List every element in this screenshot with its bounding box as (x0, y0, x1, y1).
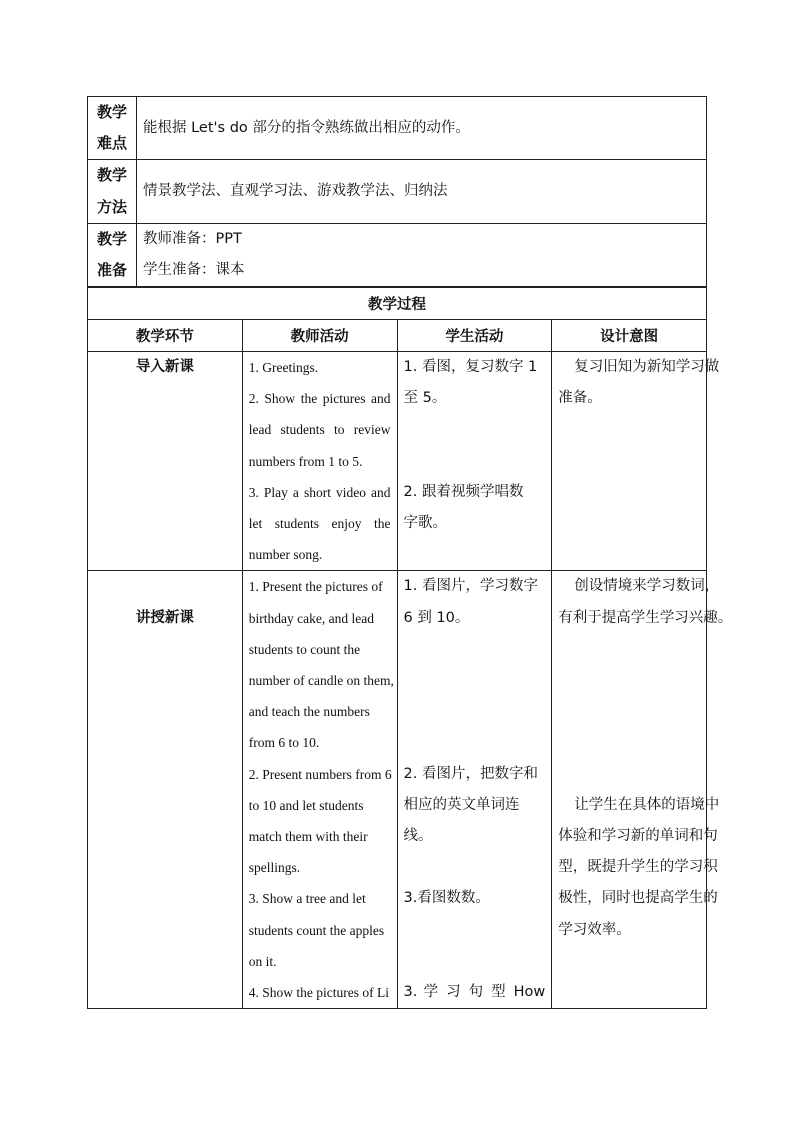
info-row-preparation (88, 223, 707, 286)
stage-row-teaching (88, 571, 707, 1009)
stage-name: 导入新课 (88, 352, 243, 571)
info-value: 教师准备：PPT 学生准备：课本 (137, 223, 707, 286)
teaching-process-table (87, 287, 733, 1009)
header-design-intent: 设计意图 (552, 320, 707, 352)
info-key: 教学 难点 (88, 97, 137, 160)
process-header-row (88, 320, 707, 352)
teacher-activity-cell: 1. Present the pictures of birthday cake, and lead students to count the number of candle on them, and teach the numbers from 6 to 10. 2. Present numbers from 6 to 10 and let students match them with their spellings. 3. Show a tree and let students count the apples on it. 4. Show the pictures of Li (242, 571, 397, 1009)
student-activity-cell: 1. 看图，复习数字 1 至 5。 2. 跟着视频学唱数 字歌。 (397, 352, 552, 571)
teacher-activity-cell: 1. Greetings. 2. Show the pictures and lead students to review numbers from 1 to 5. 3. Play a short video and let students enjoy the number song. (242, 352, 397, 571)
info-key: 教学 方法 (88, 160, 137, 223)
info-key: 教学 准备 (88, 223, 137, 286)
design-intent-cell: 复习旧知为新知学习做 准备。 (552, 352, 707, 571)
info-value: 能根据 Let's do 部分的指令熟练做出相应的动作。 (137, 97, 707, 160)
info-row-difficulty (88, 97, 707, 160)
design-intent-cell: 创设情境来学习数词， 有利于提高学生学习兴趣。 让学生在具体的语境中 体验和学习新的单词和句 型，既提升学生的学习积 极性，同时也提高学生的 学习效率。 (552, 571, 707, 1009)
stage-name: 讲授新课 (88, 571, 243, 1009)
process-title: 教学过程 (88, 288, 707, 320)
header-stage: 教学环节 (88, 320, 243, 352)
stage-row-intro (88, 352, 707, 571)
info-row-method (88, 160, 707, 223)
header-teacher-activity: 教师活动 (242, 320, 397, 352)
process-title-row (88, 288, 707, 320)
header-student-activity: 学生活动 (397, 320, 552, 352)
student-activity-cell: 1. 看图片，学习数字 6 到 10。 2. 看图片，把数字和 相应的英文单词连 线。 3.看图数数。 3. 学 习 句 型 How (397, 571, 552, 1009)
lesson-info-table (87, 96, 707, 287)
info-value: 情景教学法、直观学习法、游戏教学法、归纳法 (137, 160, 707, 223)
